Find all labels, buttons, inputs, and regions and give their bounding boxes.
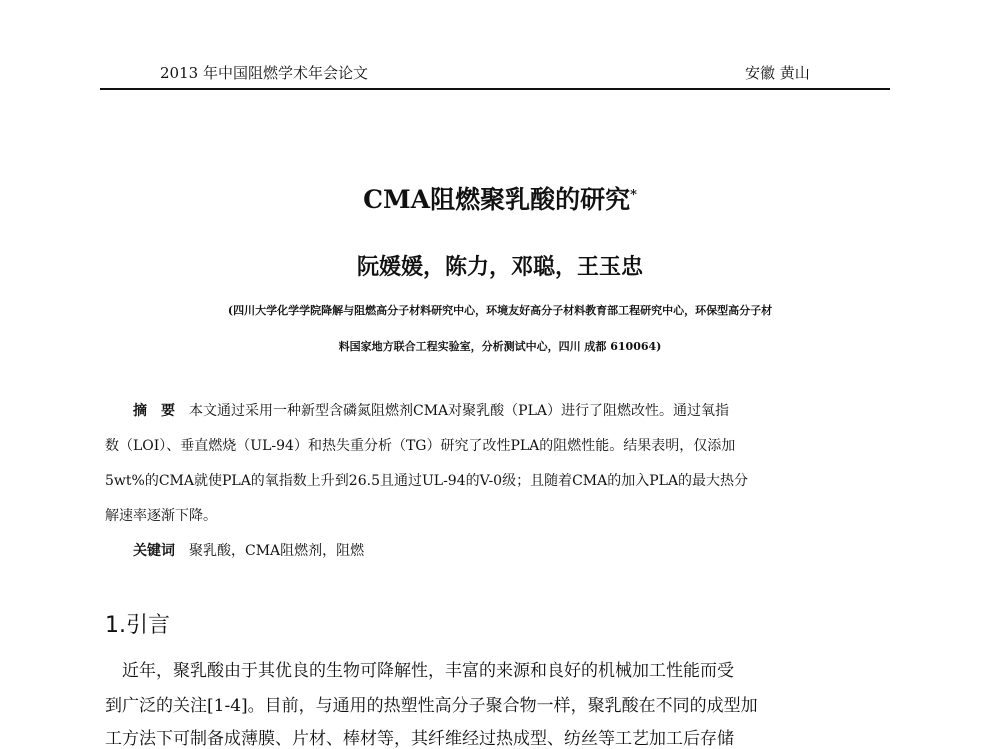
paper-title — [0, 180, 1000, 216]
body-line: 近年，聚乳酸由于其优良的生物可降解性，丰富的来源和良好的机械加工性能而受 — [105, 661, 734, 681]
authors: 阮媛媛，陈力，邓聪，王玉忠 — [356, 254, 643, 280]
title-text: CMA阻燃聚乳酸的研究 — [363, 185, 631, 214]
running-header-left: 2013 年中国阻燃学术年会论文 — [160, 64, 368, 82]
affiliation-line: 料国家地方联合工程实验室，分析测试中心，四川 成都 610064) — [338, 340, 662, 353]
body-line: 到广泛的关注[1-4]。目前，与通用的热塑性高分子聚合物一样，聚乳酸在不同的成型加 — [105, 696, 758, 716]
keywords-label: 关键词 — [133, 543, 175, 559]
keywords — [133, 540, 364, 560]
abstract-line: 数（LOI）、垂直燃烧（UL-94）和热失重分析（TG）研究了改性PLA的阻燃性能。结果表明，仅添加 — [105, 438, 736, 454]
running-header-right: 安徽 黄山 — [745, 64, 810, 82]
section-heading: 1.引言 — [105, 613, 170, 638]
body-line: 工方法下可制备成薄膜、片材、棒材等，其纤维经过热成型、纺丝等工艺加工后存储 — [105, 729, 734, 749]
abstract-text: 本文通过采用一种新型含磷氮阻燃剂CMA对聚乳酸（PLA）进行了阻燃改性。通过氧指 — [189, 403, 729, 419]
abstract-line: 解速率逐渐下降。 — [105, 508, 217, 524]
header-rule — [100, 88, 890, 90]
abstract-line — [133, 400, 729, 420]
title-footnote-mark: * — [630, 187, 637, 203]
abstract-label: 摘 要 — [133, 403, 175, 419]
abstract-line: 5wt%的CMA就使PLA的氧指数上升到26.5且通过UL-94的V-0级；且随着CMA的加入PLA的最大热分 — [105, 473, 749, 489]
keywords-value: 聚乳酸，CMA阻燃剂，阻燃 — [189, 543, 365, 559]
affiliation-line: (四川大学化学学院降解与阻燃高分子材料研究中心，环境友好高分子材料教育部工程研究中心，环保型高分子材 — [227, 304, 773, 317]
